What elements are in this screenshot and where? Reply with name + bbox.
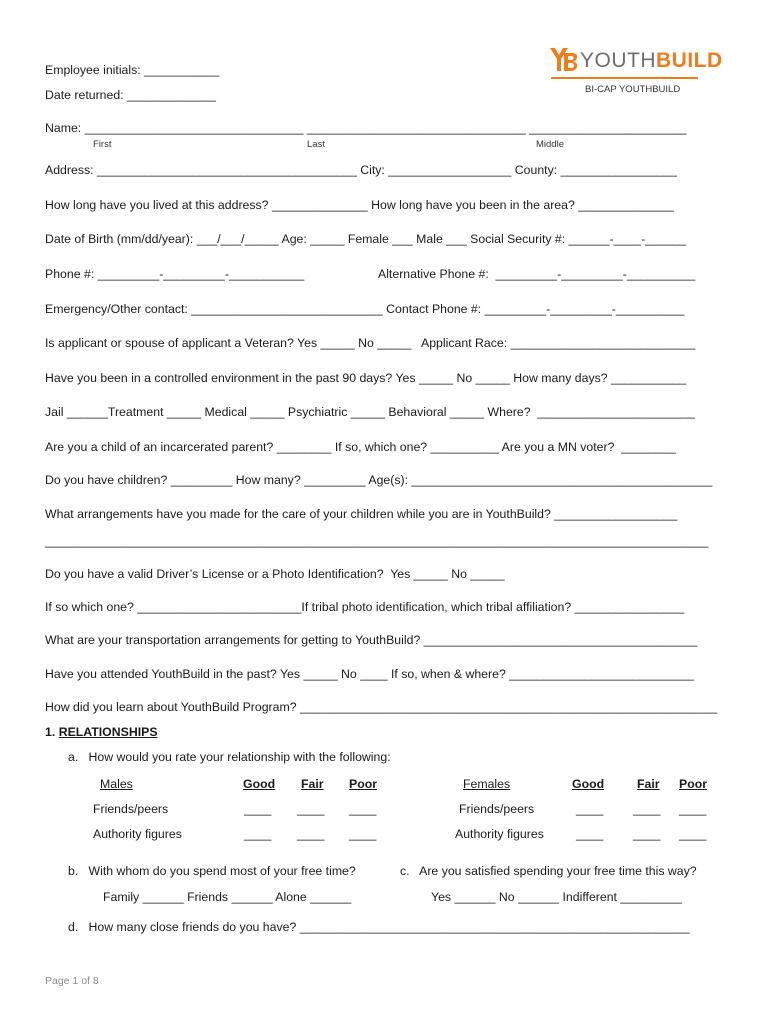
females-authority-good[interactable]: ____: [576, 827, 604, 841]
logo-divider: [551, 77, 698, 79]
logo-youth: YOUTH: [580, 49, 656, 72]
question-c: c. Are you satisfied spending your free time this way?: [400, 864, 697, 878]
males-poor-header: Poor: [349, 777, 378, 791]
yb-logo-icon: [549, 47, 579, 73]
males-authority-good[interactable]: ____: [244, 827, 272, 841]
males-header: Males: [100, 777, 133, 791]
last-name-label: Last: [307, 139, 325, 150]
males-fair-header: Fair: [301, 777, 324, 791]
name-field[interactable]: Name: ________________________________ ________________________________ _______________________: [45, 121, 687, 135]
logo-subtitle: BI-CAP YOUTHBUILD: [585, 84, 681, 95]
emergency-contact-field[interactable]: Emergency/Other contact: ____________________________ Contact Phone #: _________-_________-__________: [45, 302, 685, 316]
females-authority-fair[interactable]: ____: [633, 827, 661, 841]
address-field[interactable]: Address: ______________________________________ City: __________________ County: _________________: [45, 163, 677, 177]
incarcerated-parent-field[interactable]: Are you a child of an incarcerated parent? ________ If so, which one? __________ Are you a MN voter? ________: [45, 440, 676, 454]
residence-duration-field[interactable]: How long have you lived at this address? ______________ How long have you been in the area? ______________: [45, 198, 674, 212]
satisfied-answer-field[interactable]: Yes ______ No ______ Indifferent _________: [431, 890, 682, 904]
females-authority-label: Authority figures: [455, 827, 544, 841]
question-d-field[interactable]: d. How many close friends do you have? _________________________________________________________: [68, 920, 690, 934]
females-fair-header: Fair: [637, 777, 660, 791]
free-time-answer-field[interactable]: Family ______ Friends ______ Alone ______: [103, 890, 352, 904]
date-returned-field[interactable]: Date returned: _____________: [45, 88, 216, 102]
veteran-field[interactable]: Is applicant or spouse of applicant a Veteran? Yes _____ No _____ Applicant Race: ___________________________: [45, 336, 696, 350]
females-good-header: Good: [572, 777, 605, 791]
males-friends-fair[interactable]: ____: [297, 802, 325, 816]
middle-name-label: Middle: [536, 139, 564, 150]
males-authority-poor[interactable]: ____: [349, 827, 377, 841]
referral-source-field[interactable]: How did you learn about YouthBuild Program? _____________________________________________________________: [45, 700, 718, 714]
females-header: Females: [463, 777, 511, 791]
question-a: a. How would you rate your relationship with the following:: [68, 750, 391, 764]
question-b: b. With whom do you spend most of your free time?: [68, 864, 356, 878]
section-heading: [45, 726, 158, 738]
females-friends-good[interactable]: ____: [576, 802, 604, 816]
section-title: RELATIONSHIPS: [58, 725, 158, 739]
females-poor-header: Poor: [679, 777, 708, 791]
males-good-header: Good: [243, 777, 276, 791]
page-number: Page 1 of 8: [45, 975, 99, 987]
first-name-label: First: [93, 139, 112, 150]
females-friends-poor[interactable]: ____: [679, 802, 707, 816]
females-friends-fair[interactable]: ____: [633, 802, 661, 816]
alternative-phone-field[interactable]: Alternative Phone #: _________-_________-__________: [378, 267, 696, 281]
males-authority-label: Authority figures: [93, 827, 182, 841]
section-number: 1.: [45, 725, 56, 739]
license-field[interactable]: Do you have a valid Driver’s License or a Photo Identification? Yes _____ No _____: [45, 567, 505, 581]
females-friends-label: Friends/peers: [459, 802, 535, 816]
childcare-arrangements-field[interactable]: What arrangements have you made for the care of your children while you are in YouthBuild? __________________: [45, 507, 678, 521]
controlled-environment-field[interactable]: Have you been in a controlled environment in the past 90 days? Yes _____ No _____ How many days? ___________: [45, 371, 687, 385]
logo-build: BUILD: [656, 49, 723, 72]
males-friends-label: Friends/peers: [93, 802, 169, 816]
employee-initials-field[interactable]: Employee initials: ___________: [45, 63, 220, 77]
attended-before-field[interactable]: Have you attended YouthBuild in the past? Yes _____ No ____ If so, when & where? ___________________________: [45, 667, 694, 681]
children-field[interactable]: Do you have children? _________ How many? _________ Age(s): ____________________________________________: [45, 473, 713, 487]
id-type-field[interactable]: If so which one? ________________________If tribal photo identification, which tribal affiliation? ________________: [45, 600, 685, 614]
phone-field[interactable]: Phone #: _________-_________-___________: [45, 267, 305, 281]
dob-field[interactable]: Date of Birth (mm/dd/year): ___/___/_____ Age: _____ Female ___ Male ___ Social Security #: ______-____-______: [45, 232, 687, 246]
logo-wordmark: [580, 50, 723, 71]
transportation-field[interactable]: What are your transportation arrangements for getting to YouthBuild? ________________________________________: [45, 633, 698, 647]
childcare-arrangements-continued[interactable]: _________________________________________________________________________________________________: [45, 534, 709, 548]
males-friends-good[interactable]: ____: [244, 802, 272, 816]
females-authority-poor[interactable]: ____: [679, 827, 707, 841]
males-authority-fair[interactable]: ____: [297, 827, 325, 841]
jail-treatment-field[interactable]: Jail ______Treatment _____ Medical _____ Psychiatric _____ Behavioral _____ Where? _______________________: [45, 405, 695, 419]
males-friends-poor[interactable]: ____: [349, 802, 377, 816]
